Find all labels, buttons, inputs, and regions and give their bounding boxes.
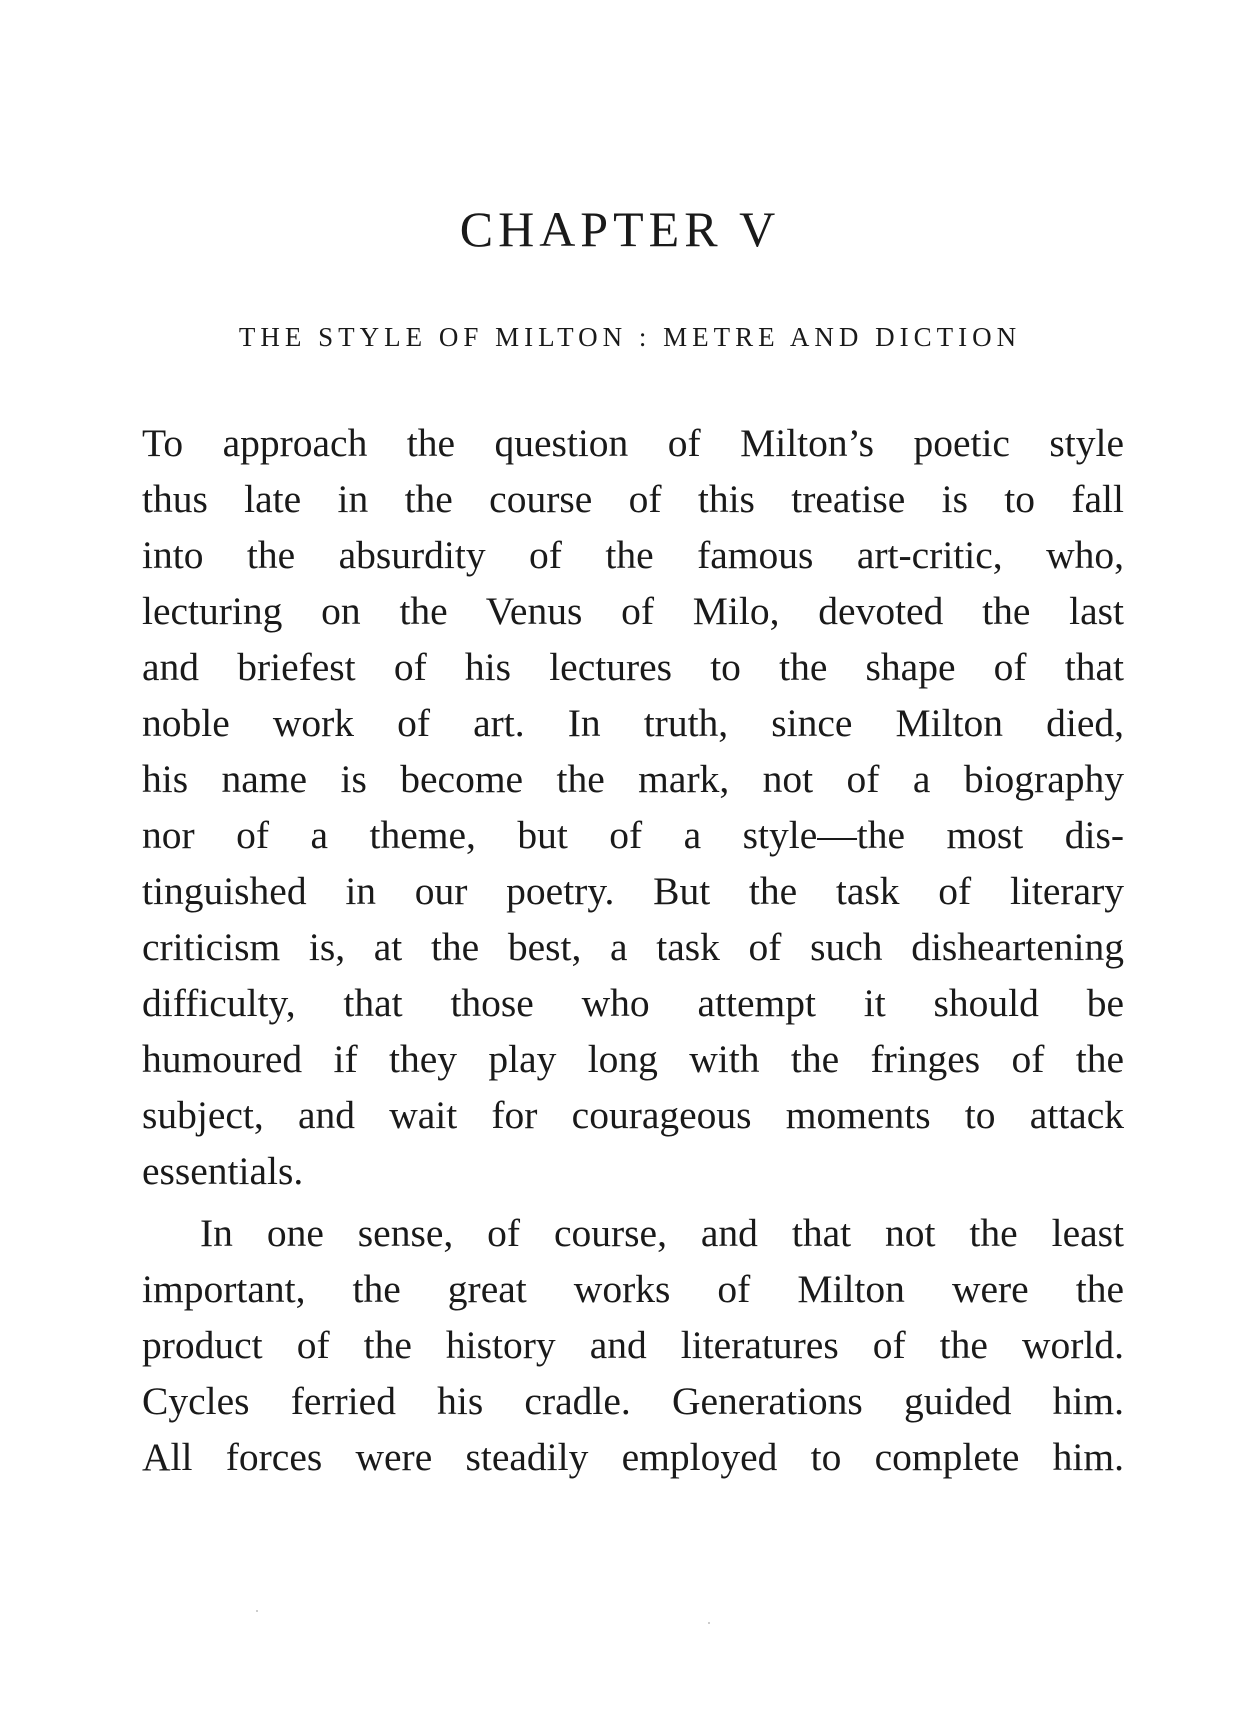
- text-line: To approach the question of Milton’s poetic style: [142, 421, 1124, 465]
- scan-speck: [708, 1622, 710, 1624]
- paragraph-2: [142, 1205, 1124, 1485]
- text-line: subject, and wait for courageous moments to attack: [142, 1093, 1124, 1137]
- text-line: Cycles ferried his cradle. Generations guided him.: [142, 1379, 1124, 1423]
- text-line: thus late in the course of this treatise is to fall: [142, 477, 1124, 521]
- text-line: into the absurdity of the famous art-critic, who,: [142, 533, 1124, 577]
- text-line: noble work of art. In truth, since Milton died,: [142, 701, 1124, 745]
- chapter-title: CHAPTER V: [459, 201, 781, 257]
- chapter-body: [142, 415, 1124, 1485]
- text-line: difficulty, that those who attempt it should be: [142, 981, 1124, 1025]
- text-line: tinguished in our poetry. But the task of literary: [142, 869, 1124, 913]
- text-line: In one sense, of course, and that not the least: [200, 1211, 1124, 1255]
- chapter-subtitle: THE STYLE OF MILTON : METRE AND DICTION: [238, 322, 1022, 352]
- text-line: All forces were steadily employed to complete him.: [142, 1435, 1124, 1479]
- text-line: nor of a theme, but of a style—the most dis-: [142, 813, 1124, 857]
- text-line: lecturing on the Venus of Milo, devoted the last: [142, 589, 1124, 633]
- text-line: product of the history and literatures of the world.: [142, 1323, 1124, 1367]
- text-line: and briefest of his lectures to the shape of that: [142, 645, 1124, 689]
- paragraph-1: [142, 415, 1124, 1199]
- text-line: his name is become the mark, not of a biography: [142, 757, 1124, 801]
- text-line: criticism is, at the best, a task of such disheartening: [142, 925, 1124, 969]
- scan-speck: [256, 1610, 258, 1612]
- text-line: humoured if they play long with the fringes of the: [142, 1037, 1124, 1081]
- text-line: essentials.: [142, 1149, 304, 1193]
- text-line: important, the great works of Milton were the: [142, 1267, 1124, 1311]
